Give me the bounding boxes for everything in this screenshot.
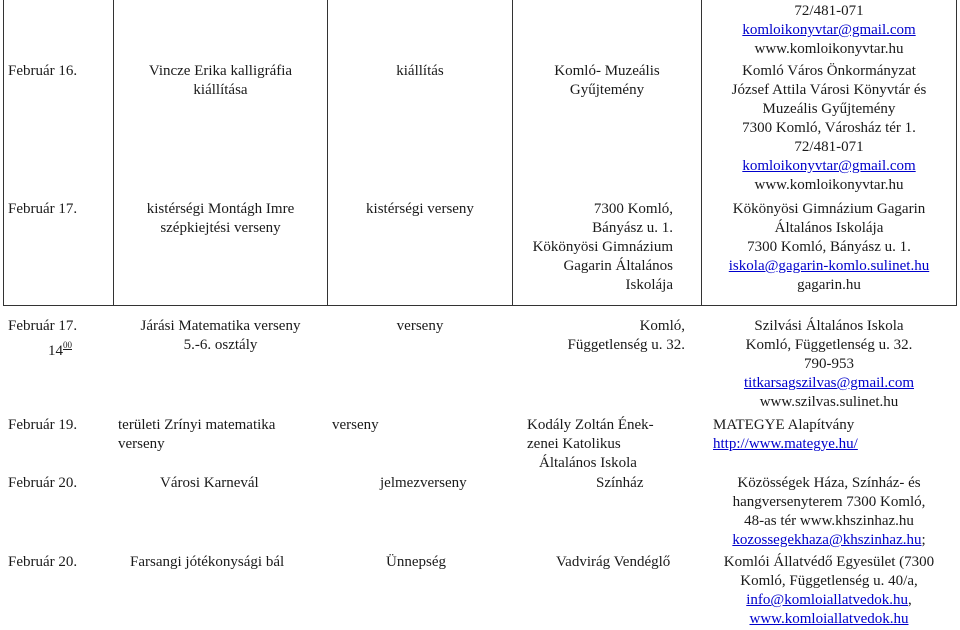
organizer-line: József Attila Városi Könyvtár és (731, 82, 927, 98)
event-venue (513, 62, 701, 100)
organizer-line: Általános Iskolája (774, 220, 884, 236)
organizer-line: 48-as tér www.khszinhaz.hu (744, 513, 914, 529)
event-title: Városi Karnevál (160, 475, 259, 491)
column-divider (327, 0, 328, 306)
phone-number: 72/481-071 (794, 3, 864, 19)
event-title-line: Vincze Erika kalligráfia (148, 63, 293, 79)
event-title-line: területi Zrínyi matematika (118, 417, 276, 433)
event-organizer (702, 62, 956, 195)
event-venue-line: 7300 Komló, (593, 201, 673, 217)
event-type: Ünnepség (386, 554, 446, 570)
event-title-line: kiállítása (193, 82, 248, 98)
event-title-line: Járási Matematika verseny (140, 318, 301, 334)
event-date: Február 20. (8, 554, 78, 570)
website-link[interactable]: www.komloiallatvedok.hu (749, 611, 909, 627)
event-venue-line: Gagarin Általános (563, 258, 673, 274)
event-venue-line: Komló- Muzeális (554, 63, 660, 79)
event-title-line: kistérségi Montágh Imre (146, 201, 295, 217)
website-link[interactable]: www.komloikonyvtar.hu (754, 41, 904, 57)
event-venue-line: Bányász u. 1. (592, 220, 673, 236)
event-venue: Vadvirág Vendéglő (556, 554, 671, 570)
event-venue-line: Iskolája (625, 277, 673, 293)
email-link[interactable]: kozossegekhaza@khszinhaz.hu (732, 532, 922, 548)
organizer-line: Közösségek Háza, Színház- és (737, 475, 921, 491)
event-venue: Színház (596, 475, 644, 491)
event-venue-line: zenei Katolikus (527, 436, 621, 452)
event-venue (527, 416, 654, 473)
event-venue-line: Általános Iskola (539, 455, 637, 471)
table-row-continuation (702, 2, 956, 59)
organizer-line: 7300 Komló, Városház tér 1. (742, 120, 916, 136)
separator: ; (921, 532, 926, 548)
event-title-line: szépkiejtési verseny (160, 220, 281, 236)
event-organizer (702, 553, 956, 629)
organizer-line: hangversenyterem 7300 Komló, (732, 494, 926, 510)
event-date (8, 317, 77, 361)
email-link[interactable]: iskola@gagarin-komlo.sulinet.hu (728, 258, 930, 274)
event-type: verseny (396, 318, 444, 334)
email-link[interactable]: komloikonyvtar@gmail.com (742, 158, 916, 174)
event-type: jelmezverseny (380, 475, 467, 491)
email-link[interactable]: info@komloiallatvedok.hu (746, 592, 908, 608)
organizer-line: Komló, Függetlenség u. 40/a, (740, 573, 918, 589)
event-organizer (713, 416, 858, 454)
event-title (118, 416, 275, 454)
event-organizer (702, 474, 956, 550)
event-organizer (702, 200, 956, 295)
event-venue-line: Kökönyösi Gimnázium (532, 239, 673, 255)
organizer-line: Kökönyösi Gimnázium Gagarin (732, 201, 926, 217)
email-link[interactable]: komloikonyvtar@gmail.com (742, 22, 916, 38)
organizer-line: MATEGYE Alapítvány (713, 417, 855, 433)
event-date: Február 16. (8, 63, 78, 79)
event-venue-line: Gyűjtemény (569, 82, 645, 98)
website-link[interactable]: http://www.mategye.hu/ (713, 436, 858, 452)
event-type: kiállítás (396, 63, 444, 79)
organizer-line: Komló Város Önkormányzat (742, 63, 916, 79)
website-link[interactable]: www.komloikonyvtar.hu (754, 177, 904, 193)
event-date: Február 17. (8, 201, 78, 217)
event-title (114, 317, 327, 355)
event-title (114, 200, 327, 238)
organizer-line: 7300 Komló, Bányász u. 1. (747, 239, 911, 255)
email-link[interactable]: titkarsagszilvas@gmail.com (743, 375, 915, 391)
event-venue (513, 317, 685, 355)
website-link[interactable]: gagarin.hu (797, 277, 861, 293)
event-venue-line: Függetlenség u. 32. (567, 337, 685, 353)
organizer-line: Komló, Függetlenség u. 32. (745, 337, 913, 353)
organizer-line: Komlói Állatvédő Egyesület (7300 (723, 554, 935, 570)
event-time (8, 336, 77, 361)
column-divider (113, 0, 114, 306)
event-time-hour: 14 (48, 343, 63, 359)
event-venue (513, 200, 673, 295)
event-title-line: 5.-6. osztály (183, 337, 258, 353)
event-date-text: Február 17. (8, 318, 78, 334)
website-link[interactable]: www.szilvas.sulinet.hu (759, 394, 899, 410)
organizer-line: Muzeális Gyűjtemény (762, 101, 896, 117)
separator: , (907, 592, 912, 608)
event-venue-line: Komló, (639, 318, 685, 334)
organizer-line: Szilvási Általános Iskola (754, 318, 904, 334)
organizer-line: 790-953 (804, 356, 854, 372)
event-venue-line: Kodály Zoltán Ének- (527, 417, 654, 433)
event-type: verseny (332, 417, 379, 433)
event-date: Február 20. (8, 475, 78, 491)
event-title: Farsangi jótékonysági bál (130, 554, 285, 570)
organizer-line: 72/481-071 (794, 139, 864, 155)
row-divider (3, 305, 957, 306)
event-title (114, 62, 327, 100)
event-date: Február 19. (8, 417, 78, 433)
event-type: kistérségi verseny (366, 201, 474, 217)
event-title-line: verseny (118, 436, 165, 452)
event-time-minute: 00 (63, 340, 72, 350)
event-organizer (702, 317, 956, 412)
